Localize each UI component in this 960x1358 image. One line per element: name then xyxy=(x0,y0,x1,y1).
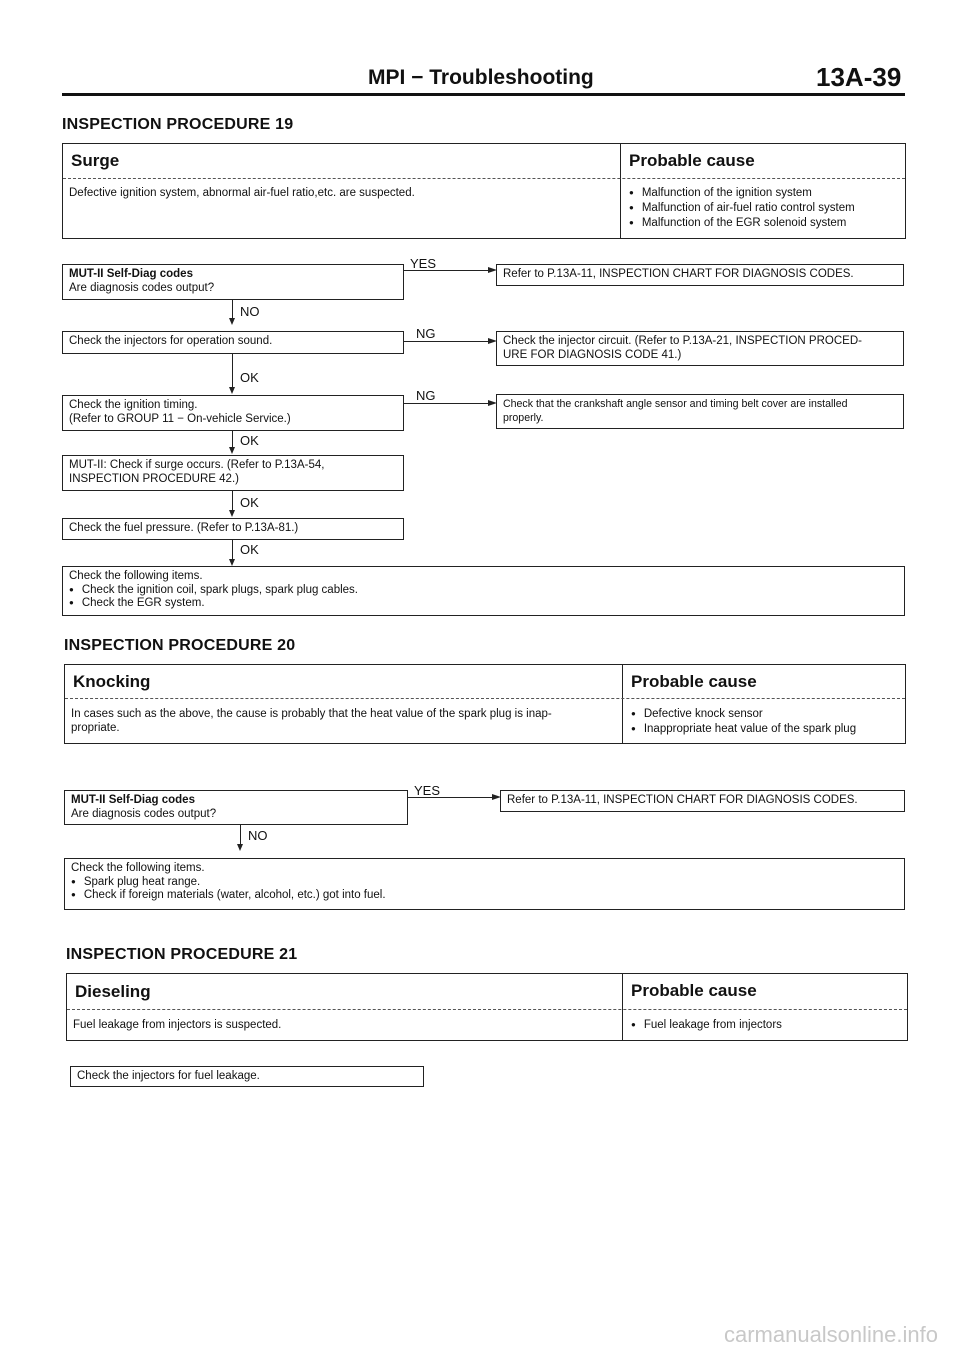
symptom-heading: Knocking xyxy=(73,672,151,691)
symptom-heading: Dieseling xyxy=(75,982,151,1001)
page-section-title: MPI − Troubleshooting xyxy=(368,66,594,89)
no-label: NO xyxy=(240,304,260,319)
step-box-ignition-timing xyxy=(62,395,404,431)
ok-connector xyxy=(232,491,233,511)
step-box-self-diag xyxy=(62,264,404,300)
symptom-description: Fuel leakage from injectors is suspected. xyxy=(73,1019,282,1031)
step-text: INSPECTION PROCEDURE 42.) xyxy=(69,472,239,485)
result-text: Refer to P.13A-11, INSPECTION CHART FOR DIAGNOSIS CODES. xyxy=(507,794,858,806)
procedure-21-title: INSPECTION PROCEDURE 21 xyxy=(66,946,298,963)
yes-label: YES xyxy=(410,256,437,271)
ng-connector xyxy=(404,341,492,342)
arrow-down-icon xyxy=(229,318,235,325)
cause-item: ● Malfunction of air-fuel ratio control system xyxy=(629,201,855,216)
probable-cause-heading: Probable cause xyxy=(629,151,755,170)
result-box-diagnosis-chart xyxy=(500,790,905,812)
arrow-down-icon xyxy=(229,387,235,394)
procedure-20-summary-table xyxy=(64,664,906,744)
step-text: Check the injectors for operation sound. xyxy=(69,335,273,347)
cause-item: ● Fuel leakage from injectors xyxy=(631,1018,782,1033)
check-item: ● Spark plug heat range. xyxy=(71,876,898,890)
table-header-rule xyxy=(65,698,905,700)
step-title: MUT-II Self-Diag codes xyxy=(69,268,193,280)
check-item: ● Check the EGR system. xyxy=(69,597,898,611)
symptom-description xyxy=(71,707,552,735)
cause-list xyxy=(631,707,856,737)
ok-label: OK xyxy=(240,542,259,557)
result-box-diagnosis-chart xyxy=(496,264,904,286)
ng-connector xyxy=(404,403,492,404)
ok-label: OK xyxy=(240,495,259,510)
step-text: Check the ignition timing. xyxy=(69,399,198,411)
step-text: (Refer to GROUP 11 − On-vehicle Service.) xyxy=(69,412,291,425)
step-box-self-diag xyxy=(64,790,408,825)
ng-label: NG xyxy=(416,326,436,341)
result-text: properly. xyxy=(503,411,544,424)
step-box-fuel-leakage xyxy=(70,1066,424,1087)
table-divider xyxy=(620,144,621,238)
procedure-21-summary-table xyxy=(66,973,908,1041)
yes-label: YES xyxy=(414,783,441,798)
table-divider xyxy=(622,974,623,1040)
cause-item: ● Defective knock sensor xyxy=(631,707,856,722)
arrow-down-icon xyxy=(229,559,235,566)
procedure-19-title: INSPECTION PROCEDURE 19 xyxy=(62,116,294,133)
final-check-box xyxy=(62,566,905,616)
watermark: carmanualsonline.info xyxy=(723,1322,938,1347)
step-text: MUT-II: Check if surge occurs. (Refer to P.13A-54, xyxy=(69,459,325,471)
step-text: Check the following items. xyxy=(71,862,205,874)
check-item: ● Check if foreign materials (water, alcohol, etc.) got into fuel. xyxy=(71,889,898,903)
step-text: Check the fuel pressure. (Refer to P.13A-81.) xyxy=(69,522,299,534)
result-text: Check that the crankshaft angle sensor and timing belt cover are installed xyxy=(503,398,848,410)
procedure-19-summary-table xyxy=(62,143,906,239)
no-label: NO xyxy=(248,828,268,843)
arrow-down-icon xyxy=(229,510,235,517)
step-text: Are diagnosis codes output? xyxy=(69,281,215,294)
symptom-heading: Surge xyxy=(71,151,120,170)
table-header-rule xyxy=(67,1009,907,1011)
cause-item: ● Malfunction of the EGR solenoid system xyxy=(629,216,855,231)
ok-connector xyxy=(232,540,233,560)
final-check-box xyxy=(64,858,905,910)
no-connector xyxy=(240,825,241,845)
cause-item: ● Inappropriate heat value of the spark plug xyxy=(631,722,856,737)
step-box-fuel-pressure xyxy=(62,518,404,540)
result-box-injector-circuit xyxy=(496,331,904,366)
table-header-rule xyxy=(63,178,905,180)
check-item: ● Check the ignition coil, spark plugs, spark plug cables. xyxy=(69,584,898,598)
arrow-down-icon xyxy=(237,844,243,851)
result-text: Check the injector circuit. (Refer to P.13A-21, INSPECTION PROCED- xyxy=(503,335,862,347)
cause-list xyxy=(629,186,855,231)
ok-connector xyxy=(232,354,233,388)
step-box-injector-sound xyxy=(62,331,404,354)
result-text: Refer to P.13A-11, INSPECTION CHART FOR DIAGNOSIS CODES. xyxy=(503,268,854,280)
procedure-20-title: INSPECTION PROCEDURE 20 xyxy=(64,637,296,654)
step-title: MUT-II Self-Diag codes xyxy=(71,794,195,806)
header-rule xyxy=(62,93,905,96)
ng-label: NG xyxy=(416,388,436,403)
description-line: In cases such as the above, the cause is probably that the heat value of the spark plug is inap- xyxy=(71,708,552,720)
symptom-description: Defective ignition system, abnormal air-fuel ratio,etc. are suspected. xyxy=(69,187,415,199)
probable-cause-heading: Probable cause xyxy=(631,981,757,1000)
arrow-down-icon xyxy=(229,447,235,454)
ok-label: OK xyxy=(240,370,259,385)
step-text: Check the following items. xyxy=(69,570,203,582)
probable-cause-heading: Probable cause xyxy=(631,672,757,691)
ok-connector xyxy=(232,431,233,448)
cause-list xyxy=(631,1018,782,1033)
page-number: 13A-39 xyxy=(816,62,902,92)
cause-item: ● Malfunction of the ignition system xyxy=(629,186,855,201)
result-box-crank-sensor xyxy=(496,394,904,429)
result-text: URE FOR DIAGNOSIS CODE 41.) xyxy=(503,348,682,361)
table-divider xyxy=(622,665,623,743)
description-line: propriate. xyxy=(71,722,120,734)
step-box-surge-check xyxy=(62,455,404,491)
no-connector xyxy=(232,300,233,319)
step-text: Are diagnosis codes output? xyxy=(71,807,217,820)
step-text: Check the injectors for fuel leakage. xyxy=(77,1070,260,1082)
ok-label: OK xyxy=(240,433,259,448)
